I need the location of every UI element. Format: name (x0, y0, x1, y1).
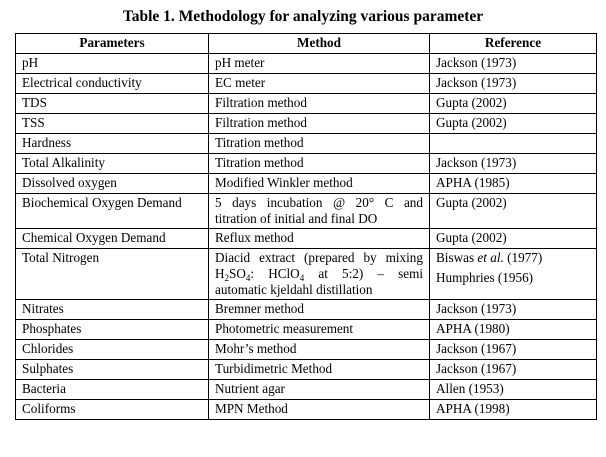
method-text: Diacid extract (prepared by mixing H (215, 250, 423, 281)
reference-cell: Jackson (1967) (430, 360, 597, 380)
reference-cell: Gupta (2002) (430, 114, 597, 134)
table-row (16, 300, 597, 320)
column-header-method: Method (209, 34, 430, 54)
header-row (16, 34, 597, 54)
table-row (16, 249, 597, 300)
method-cell: pH meter (209, 54, 430, 74)
table-row (16, 114, 597, 134)
method-text: at 5:2) – semi automatic kjeldahl distillation (215, 266, 424, 297)
method-cell: Filtration method (209, 94, 430, 114)
column-header-reference: Reference (430, 34, 597, 54)
method-cell: EC meter (209, 74, 430, 94)
method-text: : HClO (250, 266, 300, 281)
table-row (16, 174, 597, 194)
parameter-cell: Sulphates (16, 360, 209, 380)
table-row (16, 154, 597, 174)
reference-cell: Gupta (2002) (430, 94, 597, 114)
parameter-cell: Chemical Oxygen Demand (16, 229, 209, 249)
table-row (16, 340, 597, 360)
reference-cell: APHA (1998) (430, 400, 597, 420)
parameter-cell: TSS (16, 114, 209, 134)
reference-cell: Jackson (1973) (430, 154, 597, 174)
method-cell: Titration method (209, 134, 430, 154)
table-row (16, 134, 597, 154)
table-row (16, 229, 597, 249)
table-row (16, 74, 597, 94)
parameter-cell: TDS (16, 94, 209, 114)
method-cell: Titration method (209, 154, 430, 174)
table-row (16, 320, 597, 340)
methodology-table (15, 33, 597, 420)
parameter-cell: Dissolved oxygen (16, 174, 209, 194)
reference-line: Humphries (1956) (436, 270, 534, 285)
method-cell: 5 days incubation @ 20° C and titration of initial and final DO (209, 194, 430, 229)
parameter-cell: Nitrates (16, 300, 209, 320)
subscript: 4 (299, 273, 305, 283)
reference-cell: Gupta (2002) (430, 194, 597, 229)
parameter-cell: Total Nitrogen (16, 249, 209, 300)
parameter-cell: Hardness (16, 134, 209, 154)
reference-year: (1977) (503, 250, 543, 265)
method-cell: Modified Winkler method (209, 174, 430, 194)
table-row (16, 94, 597, 114)
reference-author: Biswas (436, 250, 478, 265)
parameter-cell: Coliforms (16, 400, 209, 420)
method-cell: Bremner method (209, 300, 430, 320)
reference-cell: Gupta (2002) (430, 229, 597, 249)
subscript: 4 (245, 273, 251, 283)
table-row (16, 194, 597, 229)
method-cell: Reflux method (209, 229, 430, 249)
parameter-cell: Bacteria (16, 380, 209, 400)
method-cell: Turbidimetric Method (209, 360, 430, 380)
parameter-cell: Electrical conductivity (16, 74, 209, 94)
reference-cell: APHA (1980) (430, 320, 597, 340)
reference-cell (430, 134, 597, 154)
parameter-cell: Total Alkalinity (16, 154, 209, 174)
table-title: Table 1. Methodology for analyzing various parameter (122, 8, 484, 25)
parameter-cell: Biochemical Oxygen Demand (16, 194, 209, 229)
reference-etal: et al. (477, 250, 504, 265)
reference-cell: Jackson (1973) (430, 74, 597, 94)
method-cell: MPN Method (209, 400, 430, 420)
method-cell: Filtration method (209, 114, 430, 134)
parameter-cell: Phosphates (16, 320, 209, 340)
reference-cell: Jackson (1967) (430, 340, 597, 360)
table-row (16, 400, 597, 420)
method-cell (209, 249, 430, 300)
table-row (16, 54, 597, 74)
reference-cell: Jackson (1973) (430, 300, 597, 320)
table-row (16, 380, 597, 400)
subscript: 2 (224, 273, 230, 283)
reference-cell (430, 249, 597, 300)
reference-cell: Jackson (1973) (430, 54, 597, 74)
method-text: SO (229, 266, 246, 281)
parameter-cell: Chlorides (16, 340, 209, 360)
column-header-parameters: Parameters (16, 34, 209, 54)
reference-line (436, 250, 590, 266)
method-cell: Nutrient agar (209, 380, 430, 400)
reference-cell: Allen (1953) (430, 380, 597, 400)
method-cell: Mohr’s method (209, 340, 430, 360)
table-row (16, 360, 597, 380)
method-cell: Photometric measurement (209, 320, 430, 340)
parameter-cell: pH (16, 54, 209, 74)
reference-cell: APHA (1985) (430, 174, 597, 194)
